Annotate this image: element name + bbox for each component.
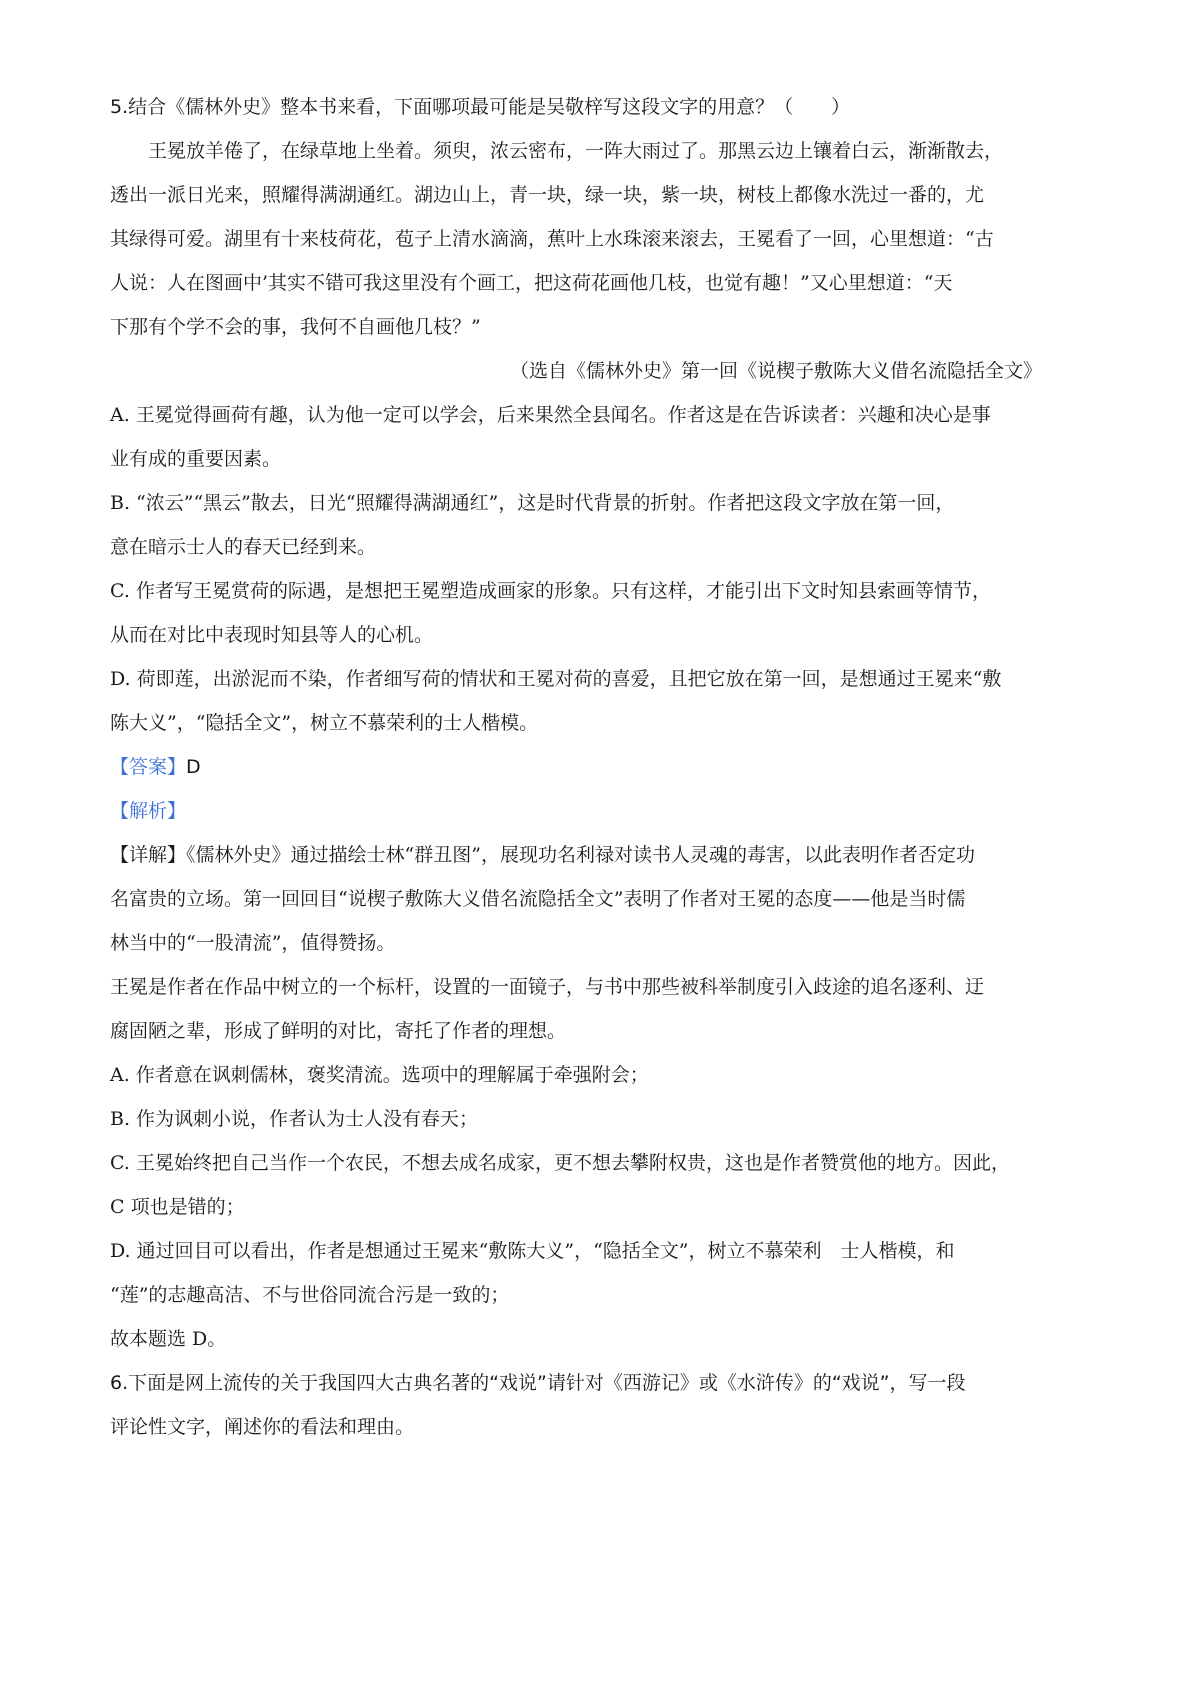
passage-line-5: 下那有个学不会的事，我何不自画他几枝？” bbox=[110, 316, 481, 338]
passage-source: （选自《儒林外史》第一回《说楔子敷陈大义借名流隐括全文》 bbox=[510, 360, 1043, 382]
analysis-line-5: 腐固陋之辈，形成了鲜明的对比，寄托了作者的理想。 bbox=[110, 1020, 567, 1042]
question-6-title-2: 评论性文字，阐述你的看法和理由。 bbox=[110, 1416, 415, 1438]
option-d-line-2: 陈大义”，“隐括全文”，树立不慕荣利的士人楷模。 bbox=[110, 712, 539, 734]
answer-value: D bbox=[186, 756, 201, 778]
analysis-line-4: 王冕是作者在作品中树立的一个标杆，设置的一面镜子，与书中那些被科举制度引入歧途的追名逐利、迂 bbox=[110, 976, 985, 998]
analysis-option-d-1: D. 通过回目可以看出，作者是想通过王冕来“敷陈大义”，“隐括全文”，树立不慕荣利 士人楷模，和 bbox=[110, 1240, 955, 1262]
option-d-line-1: D. 荷即莲，出淤泥而不染，作者细写荷的情状和王冕对荷的喜爱，且把它放在第一回，是想通过王冕来“敷 bbox=[110, 668, 1002, 690]
option-c-line-2: 从而在对比中表现时知县等人的心机。 bbox=[110, 624, 434, 646]
detail-tag: 【详解】 bbox=[110, 844, 187, 866]
option-c-line-1: C. 作者写王冕赏荷的际遇，是想把王冕塑造成画家的形象。只有这样，才能引出下文时知县索画等情节， bbox=[110, 580, 991, 602]
passage-line-4: 人说：人在图画中’其实不错可我这里没有个画工，把这荷花画他几枝，也觉有趣！”又心里想道：“天 bbox=[110, 272, 953, 294]
analysis-option-d-2: “莲”的志趣高洁、不与世俗同流合污是一致的； bbox=[110, 1284, 510, 1306]
answer-row bbox=[110, 754, 1100, 780]
analysis-option-b: B. 作为讽刺小说，作者认为士人没有春天； bbox=[110, 1108, 479, 1130]
analysis-option-c-1: C. 王冕始终把自己当作一个农民，不想去成名成家，更不想去攀附权贵，这也是作者赞赏他的地方。因此， bbox=[110, 1152, 1010, 1174]
analysis-heading bbox=[110, 798, 1100, 824]
analysis-option-a: A. 作者意在讽刺儒林，褒奖清流。选项中的理解属于牵强附会； bbox=[110, 1064, 649, 1086]
passage-line-3: 其绿得可爱。湖里有十来枝荷花，苞子上清水滴滴，蕉叶上水珠滚来滚去，王冕看了一回，心里想道：“古 bbox=[110, 228, 994, 250]
analysis-line-1 bbox=[110, 842, 1100, 868]
option-a-line-1: A. 王冕觉得画荷有趣，认为他一定可以学会，后来果然全县闻名。作者这是在告诉读者：兴趣和决心是事 bbox=[110, 404, 991, 426]
question-6-title-1: 6.下面是网上流传的关于我国四大古典名著的“戏说”请针对《西游记》或《水浒传》的“戏说”，写一段 bbox=[110, 1372, 966, 1394]
answer-tag: 【答案】 bbox=[110, 756, 187, 778]
option-b-line-1: B. “浓云”“黑云”散去，日光“照耀得满湖通红”，这是时代背景的折射。作者把这段文字放在第一回， bbox=[110, 492, 955, 514]
analysis-conclusion: 故本题选 D。 bbox=[110, 1328, 227, 1350]
analysis-tag: 【解析】 bbox=[110, 800, 187, 822]
passage-line-1: 王冕放羊倦了，在绿草地上坐着。须臾，浓云密布，一阵大雨过了。那黑云边上镶着白云，渐渐散去， bbox=[148, 140, 1004, 162]
passage-line-2: 透出一派日光来，照耀得满湖通红。湖边山上，青一块，绿一块，紫一块，树枝上都像水洗过一番的，尤 bbox=[110, 184, 985, 206]
option-b-line-2: 意在暗示士人的春天已经到来。 bbox=[110, 536, 377, 558]
analysis-text-1: 《儒林外史》通过描绘士林“群丑图”，展现功名利禄对读书人灵魂的毒害，以此表明作者否定功 bbox=[186, 844, 975, 866]
question-5-title: 5.结合《儒林外史》整本书来看，下面哪项最可能是吴敬梓写这段文字的用意？（ ） bbox=[110, 96, 851, 118]
analysis-line-3: 林当中的“一股清流”，值得赞扬。 bbox=[110, 932, 396, 954]
analysis-line-2: 名富贵的立场。第一回回目“说楔子敷陈大义借名流隐括全文”表明了作者对王冕的态度——他是当时儒 bbox=[110, 888, 966, 910]
analysis-option-c-2: C 项也是错的； bbox=[110, 1196, 245, 1218]
option-a-line-2: 业有成的重要因素。 bbox=[110, 448, 282, 470]
